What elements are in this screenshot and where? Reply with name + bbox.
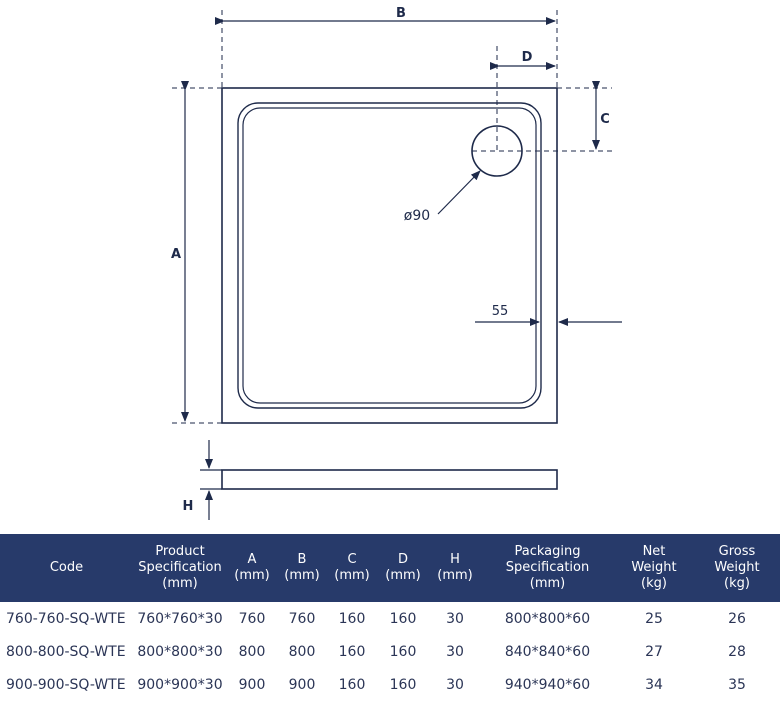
header-d: D (mm) (385, 552, 421, 583)
cell-d: 160 (389, 643, 417, 660)
cell-h: 30 (446, 643, 464, 660)
header-gross-weight: Gross Weight (kg) (714, 544, 760, 591)
cell-code: 900-900-SQ-WTE (6, 676, 126, 693)
cell-gross-weight: 35 (728, 676, 746, 693)
table-row (0, 602, 780, 635)
table-header-row (0, 534, 780, 602)
dimension-a-label: A (170, 247, 182, 262)
cell-c: 160 (338, 610, 366, 627)
cell-c: 160 (338, 643, 366, 660)
table-row (0, 668, 780, 701)
dimension-c-label: C (600, 112, 610, 127)
cell-packaging-specification: 940*940*60 (504, 676, 591, 693)
header-a: A (mm) (234, 552, 270, 583)
tray-side-view (222, 470, 557, 489)
cell-product-specification: 760*760*30 (137, 610, 223, 627)
cell-packaging-specification: 840*840*60 (504, 643, 591, 660)
header-net-weight: Net Weight (kg) (631, 544, 677, 591)
cell-h: 30 (446, 676, 464, 693)
cell-d: 160 (389, 676, 417, 693)
cell-net-weight: 34 (645, 676, 663, 693)
cell-b: 900 (288, 676, 316, 693)
specification-table (0, 534, 780, 701)
table-row (0, 635, 780, 668)
cell-product-specification: 800*800*30 (137, 643, 223, 660)
header-c: C (mm) (334, 552, 370, 583)
header-code: Code (49, 560, 84, 575)
header-product-specification: Product Specification (mm) (138, 544, 222, 591)
cell-gross-weight: 26 (728, 610, 746, 627)
edge-width-label: 55 (491, 304, 509, 319)
cell-code: 760-760-SQ-WTE (6, 610, 126, 627)
dimension-b-label: B (396, 6, 406, 21)
cell-b: 760 (288, 610, 316, 627)
cell-c: 160 (338, 676, 366, 693)
dimension-h-label: H (182, 499, 194, 514)
waste-diameter-label: ø90 (403, 208, 431, 224)
dimension-d-label: D (521, 50, 533, 65)
cell-b: 800 (288, 643, 316, 660)
cell-net-weight: 27 (645, 643, 663, 660)
cell-code: 800-800-SQ-WTE (6, 643, 126, 660)
cell-a: 900 (238, 676, 266, 693)
cell-net-weight: 25 (645, 610, 663, 627)
cell-d: 160 (389, 610, 417, 627)
cell-h: 30 (446, 610, 464, 627)
cell-gross-weight: 28 (728, 643, 746, 660)
cell-a: 760 (238, 610, 266, 627)
header-h: H (mm) (437, 552, 473, 583)
header-packaging-specification: Packaging Specification (mm) (505, 544, 590, 591)
waste-outlet (472, 126, 522, 176)
cell-packaging-specification: 800*800*60 (504, 610, 591, 627)
header-b: B (mm) (284, 552, 320, 583)
cell-product-specification: 900*900*30 (137, 676, 223, 693)
cell-a: 800 (238, 643, 266, 660)
